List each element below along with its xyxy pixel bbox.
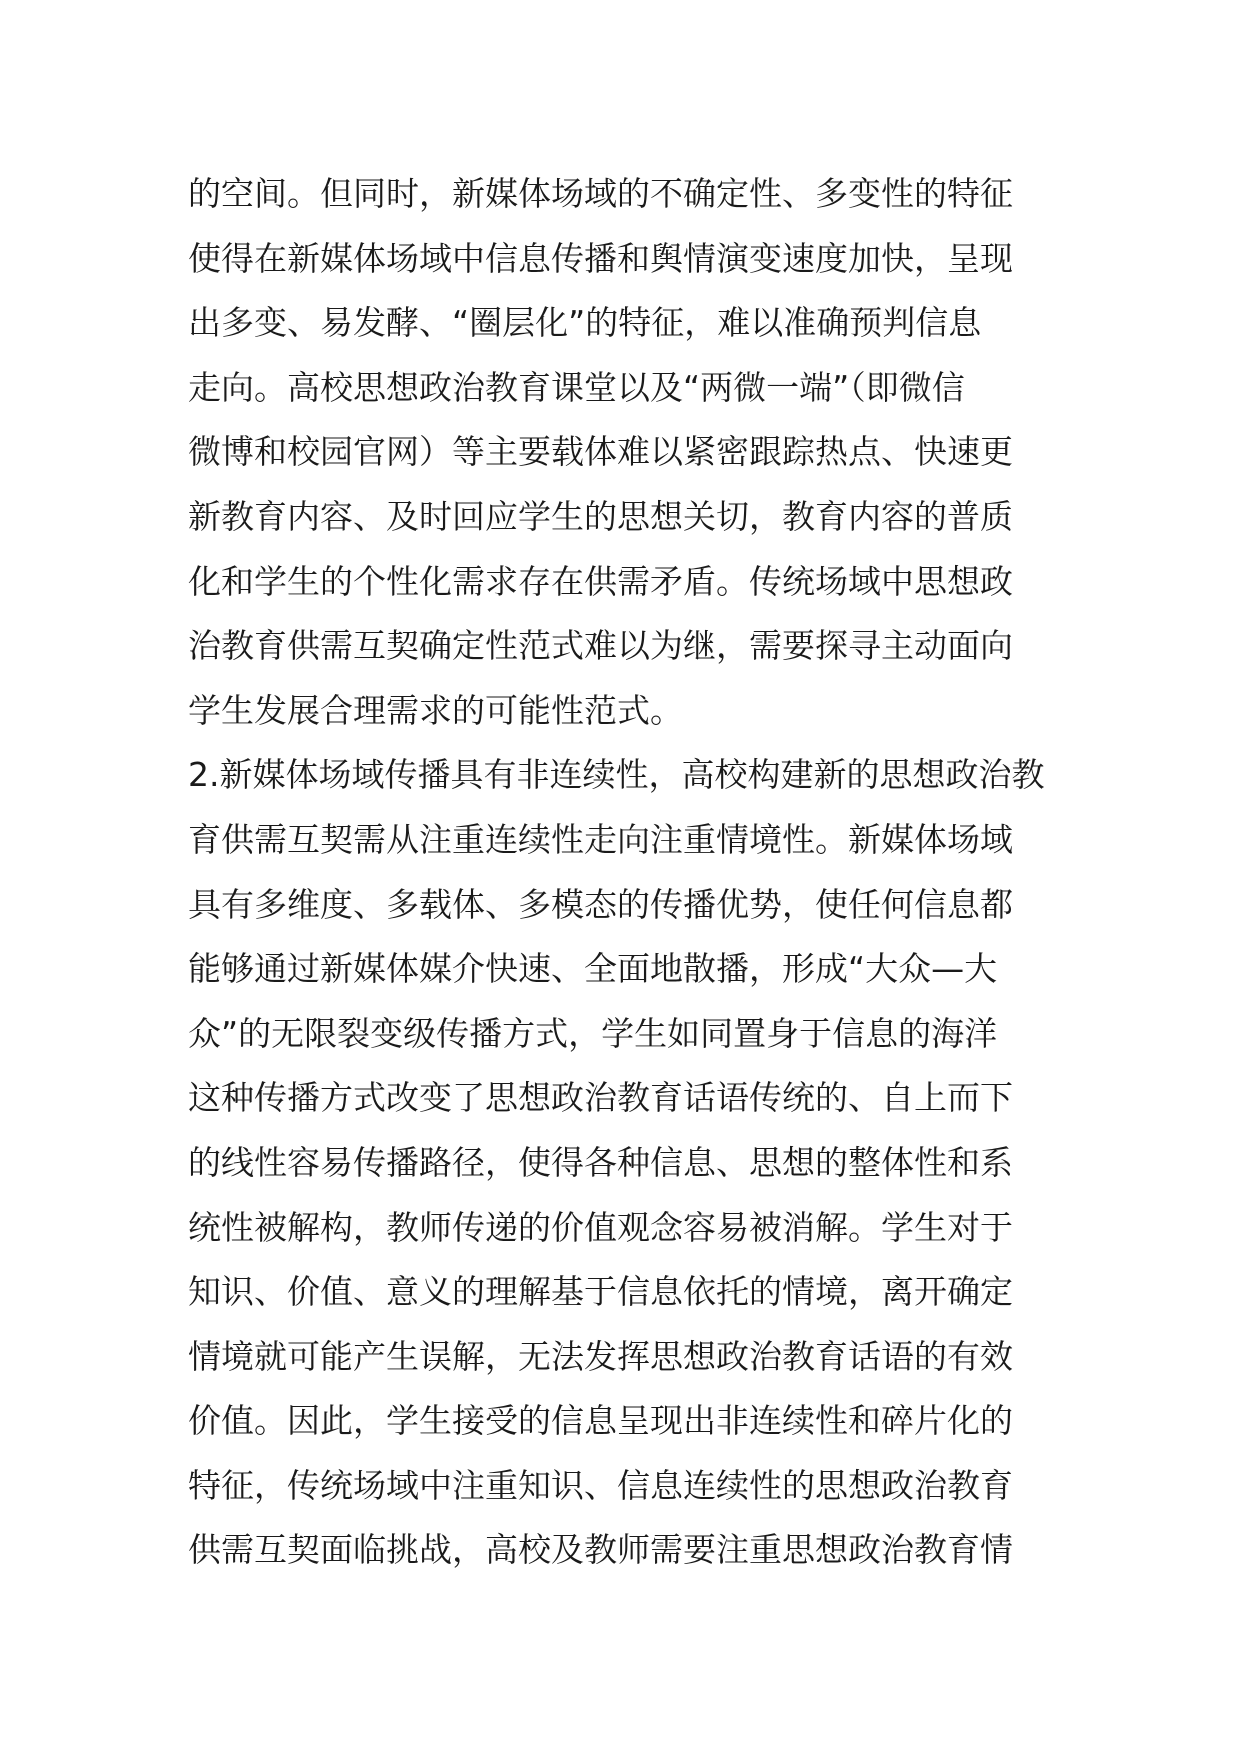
text-line: 化和学生的个性化需求存在供需矛盾。传统场域中思想政: [188, 561, 1013, 601]
text-line: 特征，传统场域中注重知识、信息连续性的思想政治教育: [188, 1465, 1013, 1505]
body-text: [188, 162, 1068, 1583]
text-line: 使得在新媒体场域中信息传播和舆情演变速度加快，呈现: [188, 238, 1013, 278]
text-line: 学生发展合理需求的可能性范式。: [188, 690, 683, 730]
text-line: 这种传播方式改变了思想政治教育话语传统的、自上而下: [188, 1078, 1013, 1118]
text-line: 育供需互契需从注重连续性走向注重情境性。新媒体场域: [188, 819, 1013, 859]
text-line: 出多变、易发酵、“圈层化”的特征，难以准确预判信息: [188, 303, 982, 343]
text-line: 知识、价值、意义的理解基于信息依托的情境，离开确定: [188, 1272, 1013, 1312]
text-line: 2.新媒体场域传播具有非连续性，高校构建新的思想政治教: [188, 755, 1045, 795]
text-line: 走向。高校思想政治教育课堂以及“两微一端”（即微信: [188, 367, 965, 407]
text-line: 供需互契面临挑战，高校及教师需要注重思想政治教育情: [188, 1530, 1013, 1570]
text-line: 治教育供需互契确定性范式难以为继，需要探寻主动面向: [188, 626, 1013, 666]
text-line: 统性被解构，教师传递的价值观念容易被消解。学生对于: [188, 1207, 1013, 1247]
text-line: 众”的无限裂变级传播方式，学生如同置身于信息的海洋: [188, 1013, 998, 1053]
text-line: 情境就可能产生误解，无法发挥思想政治教育话语的有效: [188, 1336, 1013, 1376]
text-line: 的空间。但同时，新媒体场域的不确定性、多变性的特征: [188, 174, 1013, 213]
text-line: 的线性容易传播路径，使得各种信息、思想的整体性和系: [188, 1142, 1013, 1182]
text-line: 价值。因此，学生接受的信息呈现出非连续性和碎片化的: [188, 1401, 1013, 1441]
text-line: 新教育内容、及时回应学生的思想关切，教育内容的普质: [188, 496, 1013, 536]
text-line: 具有多维度、多载体、多模态的传播优势，使任何信息都: [188, 884, 1013, 924]
text-line: 微博和校园官网）等主要载体难以紧密跟踪热点、快速更: [188, 432, 1013, 472]
text-line: 能够通过新媒体媒介快速、全面地散播，形成“大众—大: [188, 949, 998, 989]
